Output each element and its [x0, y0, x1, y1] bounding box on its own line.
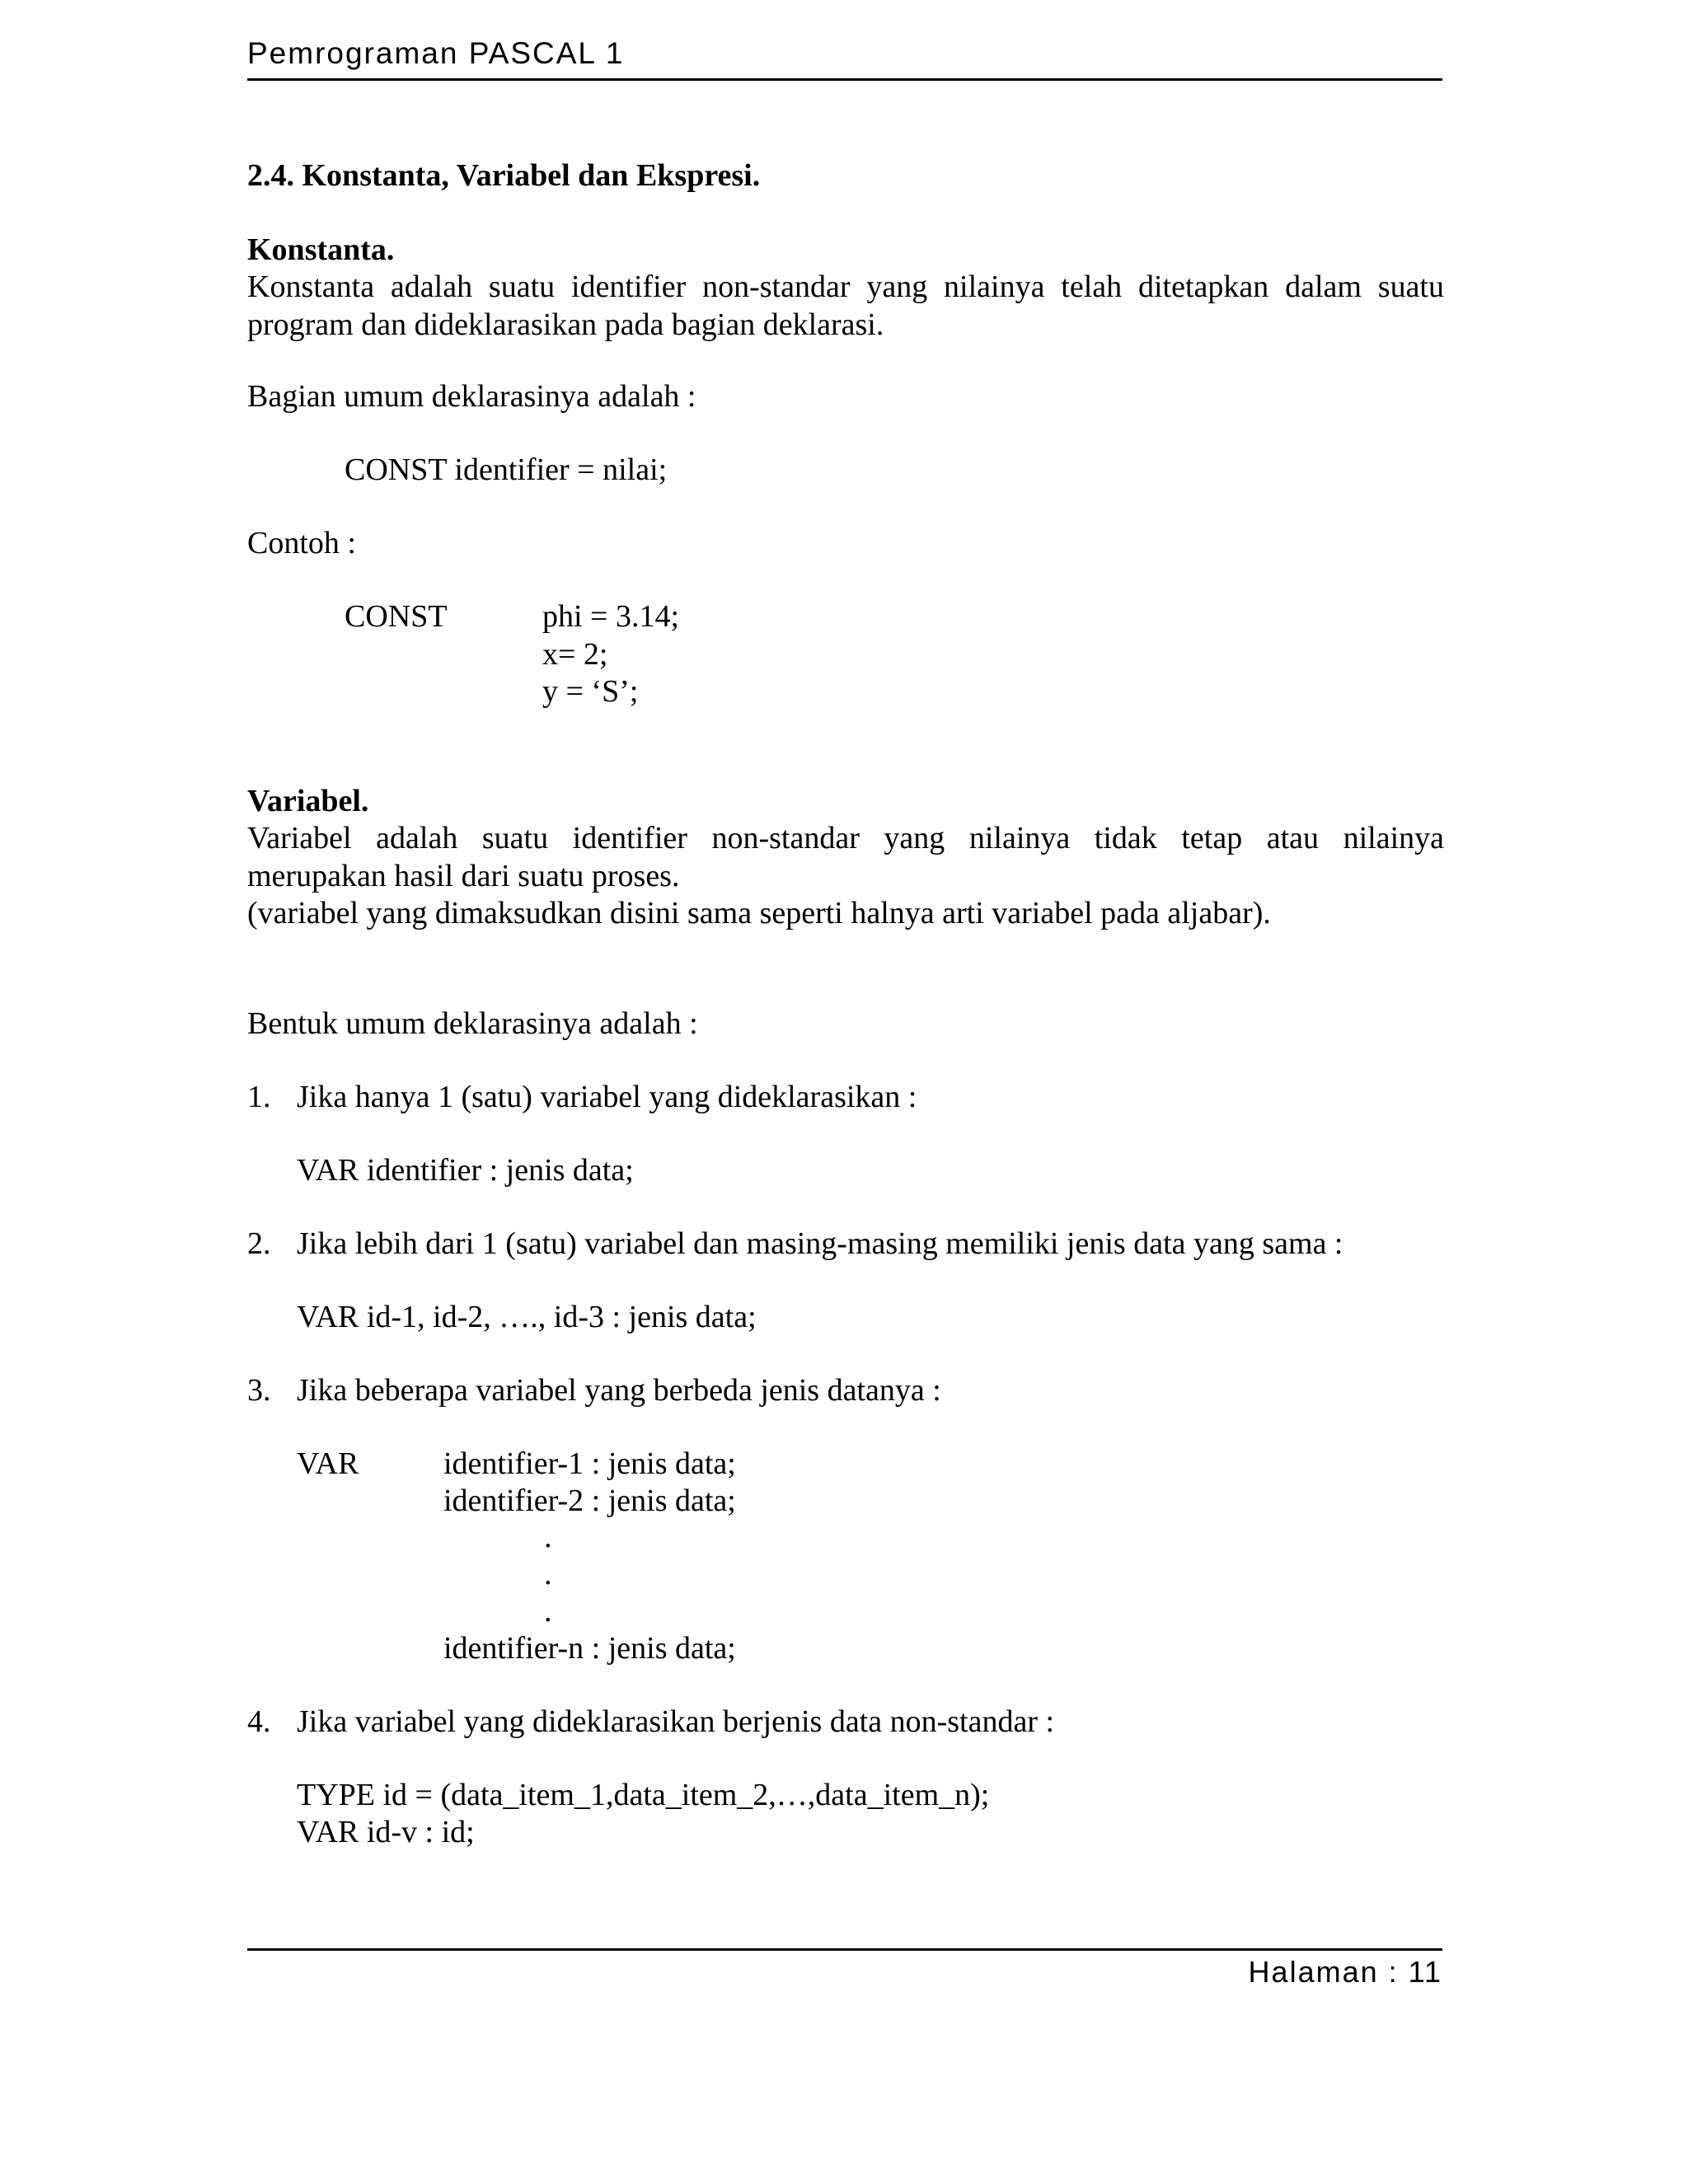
paragraph-line: merupakan hasil dari suatu proses. [247, 859, 680, 893]
page-number: Halaman : 11 [1248, 1955, 1442, 1989]
code-line: identifier-1 : jenis data; [443, 1446, 736, 1481]
list-item-text: Jika beberapa variabel yang berbeda jenis datanya : [297, 1373, 941, 1408]
paragraph-line: Variabel adalah suatu identifier non-standar yang nilainya tidak tetap atau nilainya [247, 821, 1444, 855]
code-line: VAR identifier : jenis data; [297, 1153, 634, 1188]
code-line: identifier-2 : jenis data; [443, 1483, 736, 1518]
konstanta-example-line: x= 2; [542, 637, 608, 672]
konstanta-general-form-code: CONST identifier = nilai; [345, 452, 668, 487]
code-keyword: VAR [297, 1446, 359, 1481]
running-header: Pemrograman PASCAL 1 [247, 36, 625, 70]
list-item-number: 1. [247, 1080, 271, 1114]
konstanta-example-label: Contoh : [247, 526, 356, 560]
code-ellipsis-dot: . [544, 1557, 552, 1591]
list-item-number: 4. [247, 1704, 271, 1739]
konstanta-paragraph [247, 268, 1444, 344]
header-rule [247, 78, 1442, 81]
paragraph-line: Konstanta adalah suatu identifier non-standar yang nilainya telah ditetapkan dalam suatu [247, 269, 1444, 304]
konstanta-general-form-label: Bagian umum deklarasinya adalah : [247, 379, 696, 414]
list-item-number: 3. [247, 1373, 271, 1408]
list-item-number: 2. [247, 1226, 271, 1261]
code-ellipsis-dot: . [544, 1520, 552, 1554]
konstanta-example-line: phi = 3.14; [542, 599, 680, 634]
paragraph-line: program dan dideklarasikan pada bagian deklarasi. [247, 307, 884, 342]
code-line: VAR id-v : id; [297, 1815, 475, 1849]
konstanta-heading: Konstanta. [247, 232, 395, 267]
list-item-text: Jika lebih dari 1 (satu) variabel dan masing-masing memiliki jenis data yang sama : [297, 1226, 1343, 1261]
code-line: TYPE id = (data_item_1,data_item_2,…,data_item_n); [297, 1778, 990, 1812]
code-ellipsis-dot: . [544, 1594, 552, 1629]
variabel-paragraph [247, 819, 1444, 895]
section-heading: 2.4. Konstanta, Variabel dan Ekspresi. [247, 158, 761, 193]
code-line: identifier-n : jenis data; [443, 1631, 736, 1666]
paragraph-line: (variabel yang dimaksudkan disini sama seperti halnya arti variabel pada aljabar). [247, 896, 1271, 930]
code-line: VAR id-1, id-2, …., id-3 : jenis data; [297, 1300, 757, 1334]
footer-rule [247, 1948, 1442, 1951]
variabel-heading: Variabel. [247, 784, 369, 818]
konstanta-example-line: y = ‘S’; [542, 674, 639, 709]
variabel-general-form-label: Bentuk umum deklarasinya adalah : [247, 1006, 698, 1041]
konstanta-example-keyword: CONST [345, 599, 448, 634]
list-item-text: Jika hanya 1 (satu) variabel yang dideklarasikan : [297, 1080, 917, 1114]
list-item-text: Jika variabel yang dideklarasikan berjenis data non-standar : [297, 1704, 1055, 1739]
